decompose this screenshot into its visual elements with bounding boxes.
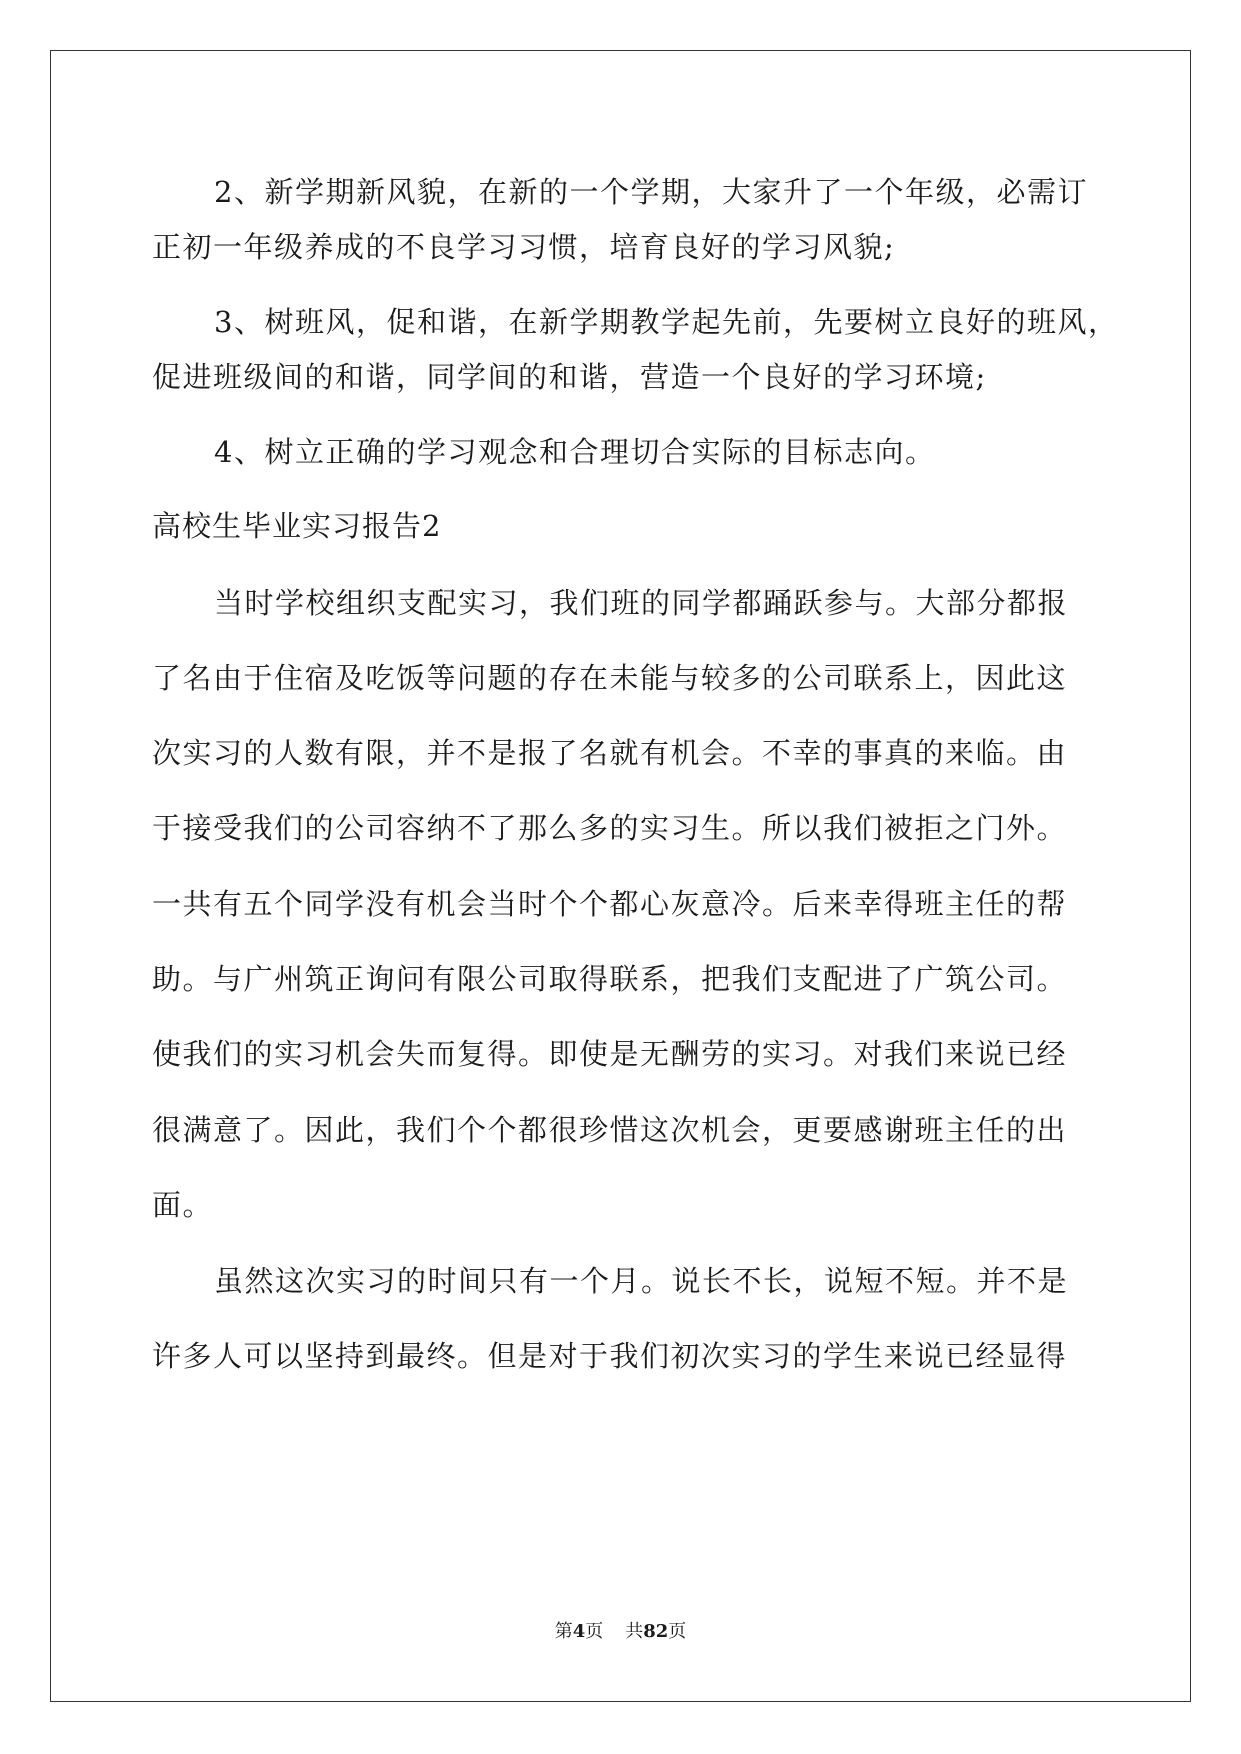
section-heading: 高校生毕业实习报告2 (152, 509, 442, 543)
paragraph-line: 许多人可以坚持到最终。但是对于我们初次实习的学生来说已经显得 (152, 1339, 1068, 1373)
page-number: 4 (572, 1621, 586, 1642)
page-footer (0, 1617, 1241, 1643)
paragraph-line: 很满意了。因此，我们个个都很珍惜这次机会，更要感谢班主任的出 (152, 1113, 1068, 1147)
page-border (50, 50, 1191, 1702)
paragraph-line: 促进班级间的和谐，同学间的和谐，营造一个良好的学习环境; (152, 360, 987, 394)
paragraph-line: 正初一年级养成的不良学习习惯，培育良好的学习风貌; (152, 230, 896, 264)
paragraph-line: 3、树班风，促和谐，在新学期教学起先前，先要树立良好的班风， (214, 305, 1119, 339)
paragraph-line: 了名由于住宿及吃饭等问题的存在未能与较多的公司联系上，因此这 (152, 661, 1068, 695)
total-pages: 82 (643, 1621, 669, 1642)
paragraph-line: 次实习的人数有限，并不是报了名就有机会。不幸的事真的来临。由 (152, 736, 1068, 770)
paragraph-line: 使我们的实习机会失而复得。即使是无酬劳的实习。对我们来说已经 (152, 1037, 1068, 1071)
paragraph-line: 4、树立正确的学习观念和合理切合实际的目标志向。 (214, 435, 936, 469)
paragraph-line: 2、新学期新风貌，在新的一个学期，大家升了一个年级，必需订 (214, 175, 1088, 209)
page-suffix: 页 (585, 1621, 604, 1642)
paragraph-line: 当时学校组织支配实习，我们班的同学都踊跃参与。大部分都报 (214, 586, 1069, 620)
total-suffix: 页 (668, 1621, 687, 1642)
paragraph-line: 面。 (152, 1188, 214, 1222)
paragraph-line: 一共有五个同学没有机会当时个个都心灰意冷。后来幸得班主任的帮 (152, 887, 1068, 921)
page-prefix: 第 (554, 1621, 573, 1642)
paragraph-line: 于接受我们的公司容纳不了那么多的实习生。所以我们被拒之门外。 (152, 811, 1068, 845)
paragraph-line: 虽然这次实习的时间只有一个月。说长不长，说短不短。并不是 (214, 1264, 1069, 1298)
paragraph-line: 助。与广州筑正询问有限公司取得联系，把我们支配进了广筑公司。 (152, 962, 1068, 996)
total-prefix: 共 (625, 1621, 644, 1642)
